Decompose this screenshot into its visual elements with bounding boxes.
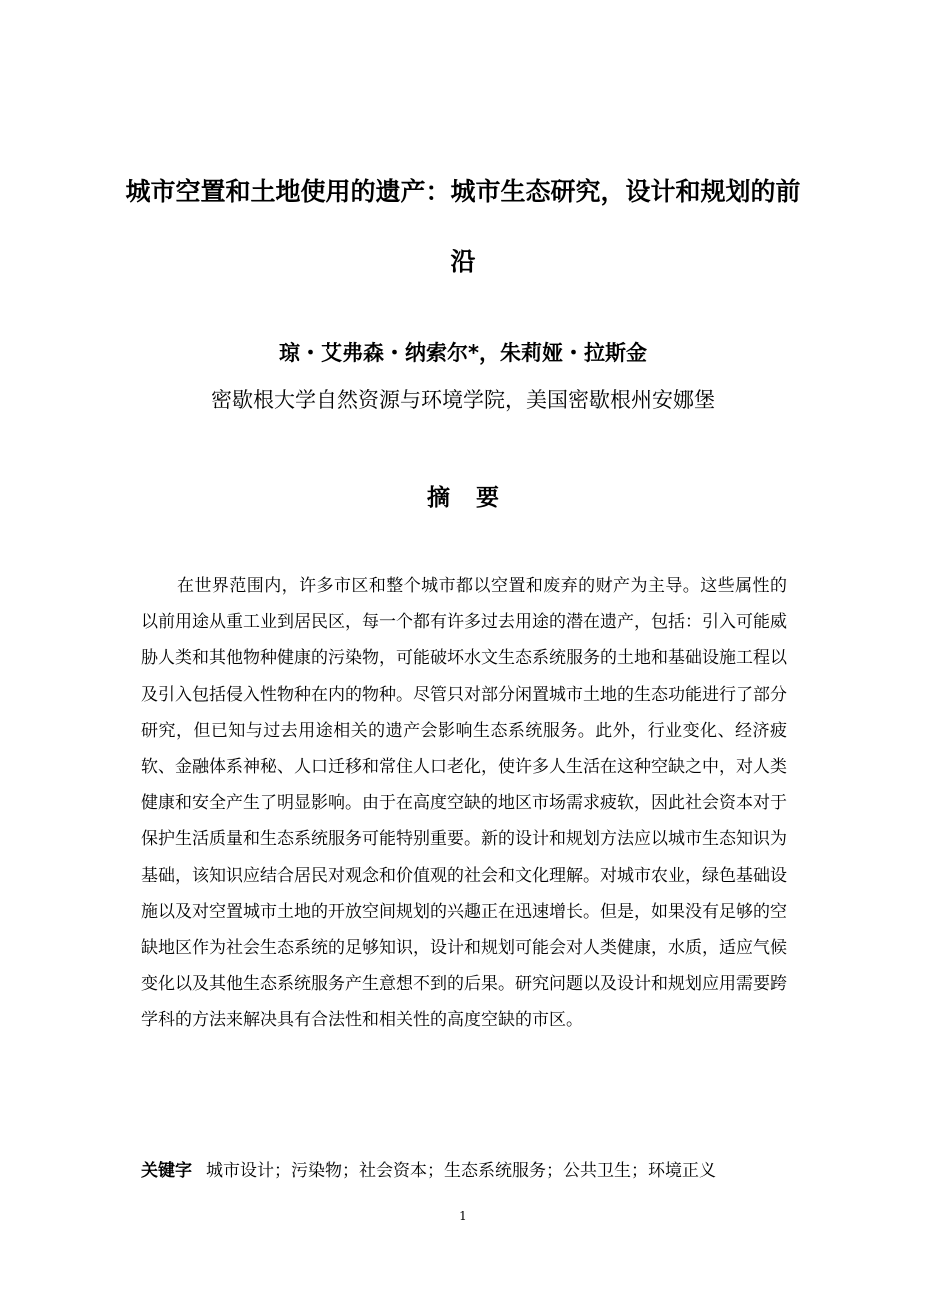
abstract-heading: 摘要: [427, 485, 525, 511]
paper-title: 城市空置和土地使用的遗产：城市生态研究，设计和规划的前沿: [125, 177, 801, 276]
keywords-line: [141, 1153, 801, 1189]
affiliation: 密歇根大学自然资源与环境学院，美国密歇根州安娜堡: [211, 388, 715, 412]
abstract-body: 在世界范围内，许多市区和整个城市都以空置和废弃的财产为主导。这些属性的以前用途从重工业到居民区，每一个都有许多过去用途的潜在遗产，包括：引入可能威胁人类和其他物种健康的污染物，可能破坏水文生态系统服务的土地和基础设施工程以及引入包括侵入性物种在内的物种。尽管只对部分闲置城市土地的生态功能进行了部分研究，但已知与过去用途相关的遗产会影响生态系统服务。此外，行业变化、经济疲软、金融体系神秘、人口迁移和常住人口老化，使许多人生活在这种空缺之中，对人类健康和安全产生了明显影响。由于在高度空缺的地区市场需求疲软，因此社会资本对于保护生活质量和生态系统服务可能特别重要。新的设计和规划方法应以城市生态知识为基础，该知识应结合居民对观念和价值观的社会和文化理解。对城市农业，绿色基础设施以及对空置城市土地的开放空间规划的兴趣正在迅速增长。但是，如果没有足够的空缺地区作为社会生态系统的足够知识，设计和规划可能会对人类健康，水质，适应气候变化以及其他生态系统服务产生意想不到的后果。研究问题以及设计和规划应用需要跨学科的方法来解决具有合法性和相关性的高度空缺的市区。: [141, 576, 787, 1031]
keywords-list: 城市设计；污染物；社会资本；生态系统服务；公共卫生；环境正义: [206, 1161, 716, 1181]
author-list: 琼・艾弗森・纳索尔*，朱莉娅・拉斯金: [279, 341, 647, 365]
keywords-label: 关键字: [141, 1161, 192, 1181]
page-number: 1: [459, 1209, 467, 1223]
